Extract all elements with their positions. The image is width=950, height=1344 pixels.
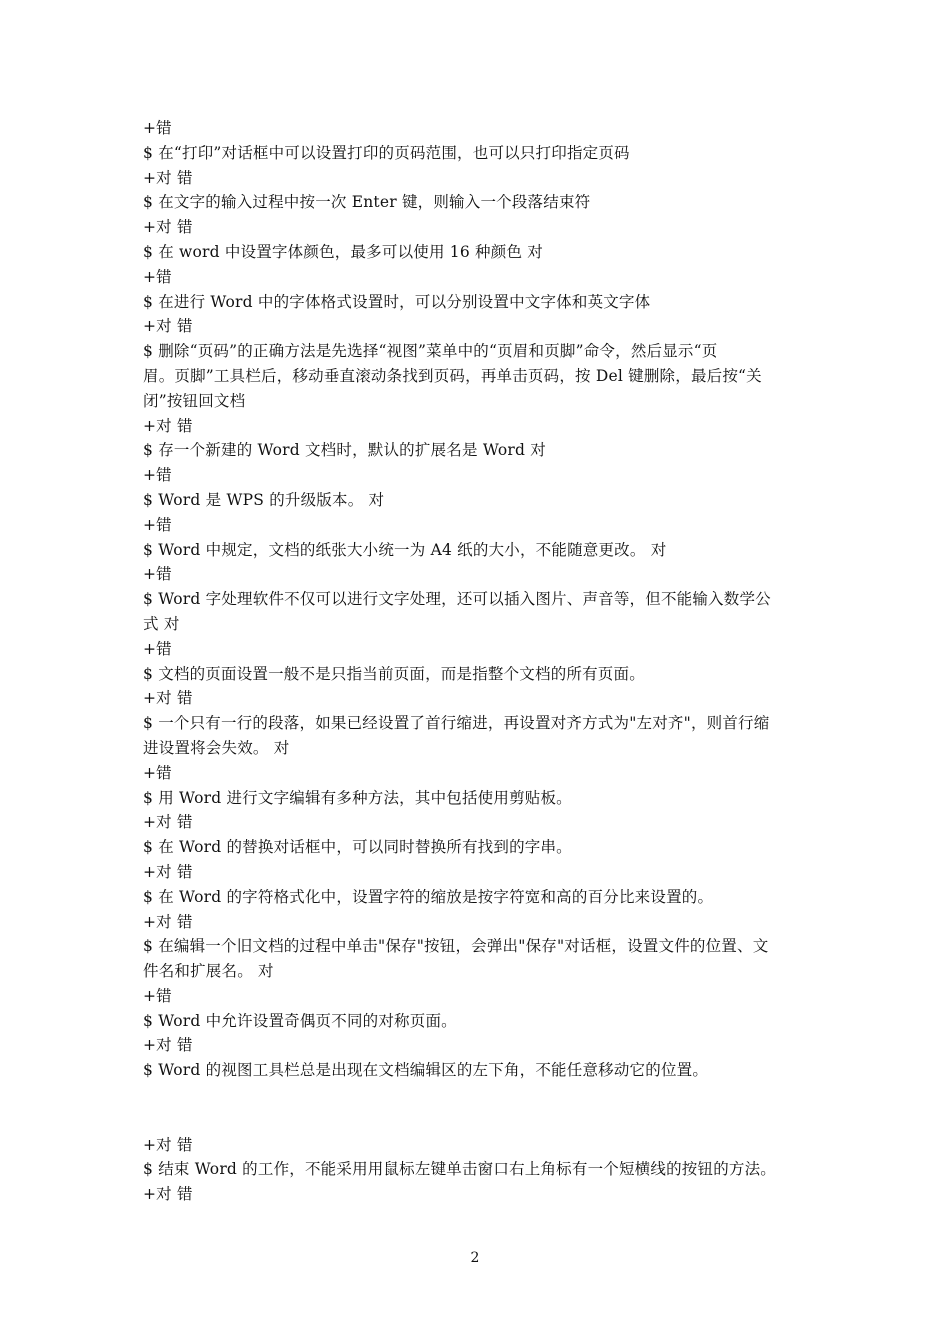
text-line: +错 [143,119,172,137]
question-block-end [143,1133,813,1207]
question-list [143,116,813,1207]
text-line: +错 [143,763,172,782]
text-line: +对 错 [143,317,193,336]
text-line: $ Word 中允许设置奇偶页不同的对称页面。 [143,1011,457,1030]
text-line: +对 错 [143,1185,193,1204]
text-line: +错 [143,565,172,584]
text-line: +对 错 [143,218,193,237]
text-line: $ 结束 Word 的工作，不能采用用鼠标左键单击窗口右上角标有一个短横线的按钮的方法。 [143,1160,776,1179]
text-line: +对 错 [143,862,193,881]
text-line: $ 文档的页面设置一般不是只指当前页面，而是指整个文档的所有页面。 [143,664,645,683]
text-line: +对 错 [143,1036,193,1055]
text-line: $ Word 是 WPS 的升级版本。 对 [143,490,385,509]
text-line: $ 存一个新建的 Word 文档时，默认的扩展名是 Word 对 [143,441,546,460]
text-line: +对 错 [143,912,193,931]
text-line: 进设置将会失效。 对 [143,738,290,757]
text-line: $ 用 Word 进行文字编辑有多种方法，其中包括使用剪贴板。 [143,788,572,807]
text-line: $ 在 word 中设置字体颜色，最多可以使用 16 种颜色 对 [143,242,543,261]
text-line: 式 对 [143,614,180,633]
text-line: 闭”按钮回文档 [143,391,246,410]
text-line: $ Word 的视图工具栏总是出现在文档编辑区的左下角，不能任意移动它的位置。 [143,1061,709,1080]
text-line: 件名和扩展名。 对 [143,962,274,981]
text-line: $ 在编辑一个旧文档的过程中单击"保存"按钮，会弹出"保存"对话框，设置文件的位置、文 [143,937,769,956]
text-line: +对 错 [143,416,193,435]
text-line: +错 [143,515,172,534]
text-line: +对 错 [143,813,193,832]
text-line: +错 [143,267,172,286]
text-line: 眉。页脚”工具栏后，移动垂直滚动条找到页码，再单击页码，按 Del 键删除，最后按“关 [143,366,762,385]
text-line: $ 在“打印”对话框中可以设置打印的页码范围，也可以只打印指定页码 [143,143,630,162]
text-line: +错 [143,986,172,1005]
text-line: +错 [143,466,172,485]
text-line: +错 [143,639,172,658]
text-line: $ 在进行 Word 中的字体格式设置时，可以分别设置中文字体和英文字体 [143,292,651,311]
text-line: $ Word 字处理软件不仅可以进行文字处理，还可以插入图片、声音等，但不能输入数学公 [143,590,771,609]
blank-gap [143,1083,813,1133]
text-line: $ 删除“页码”的正确方法是先选择“视图”菜单中的“页眉和页脚”命令，然后显示“页 [143,342,718,361]
text-line: $ 在 Word 的字符格式化中，设置字符的缩放是按字符宽和高的百分比来设置的。 [143,887,714,906]
text-line: +对 错 [143,1135,193,1154]
question-block-main [143,116,813,1083]
text-line: $ 在文字的输入过程中按一次 Enter 键，则输入一个段落结束符 [143,193,591,212]
text-line: +对 错 [143,168,193,187]
text-line: $ 一个只有一行的段落，如果已经设置了首行缩进，再设置对齐方式为"左对齐"，则首行缩 [143,714,770,733]
page-number: 2 [470,1250,480,1266]
text-line: +对 错 [143,689,193,708]
text-line: $ Word 中规定，文档的纸张大小统一为 A4 纸的大小，不能随意更改。 对 [143,540,667,559]
text-line: $ 在 Word 的替换对话框中，可以同时替换所有找到的字串。 [143,838,572,857]
